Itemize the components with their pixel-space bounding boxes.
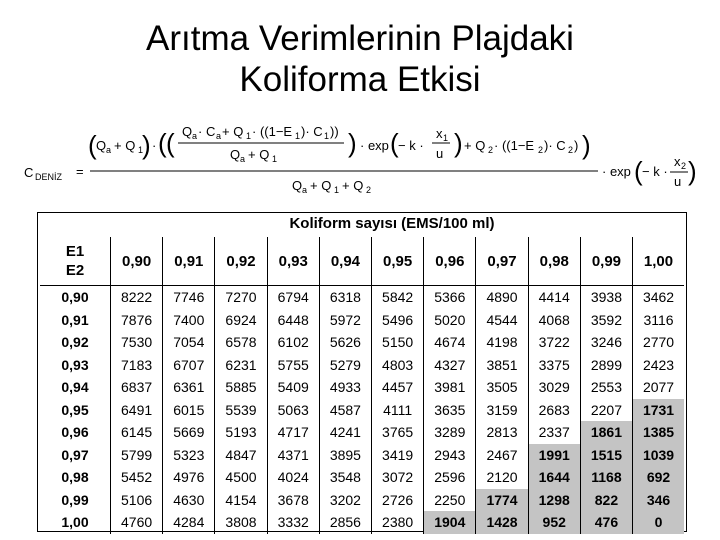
table-cell: 2380 [372, 511, 424, 534]
table-cell: 7054 [163, 331, 215, 354]
svg-text:+ Q: + Q [464, 138, 486, 153]
table-cell: 3072 [372, 466, 424, 489]
svg-text:2: 2 [568, 145, 574, 155]
svg-text:2: 2 [488, 145, 494, 155]
svg-text:)): )) [330, 124, 339, 139]
svg-text:)· C: )· C [301, 124, 323, 139]
table-cell: 1168 [580, 466, 632, 489]
row-label: 0,99 [61, 491, 89, 508]
svg-text:+ Q: + Q [342, 178, 364, 193]
table-cell: 4024 [267, 466, 319, 489]
svg-text:· ((1−E: · ((1−E [252, 124, 293, 139]
svg-text:(: ( [158, 128, 167, 158]
table-body [40, 237, 684, 534]
svg-text:1: 1 [334, 185, 340, 195]
table-cell: 3462 [633, 286, 684, 309]
table-cell: 3722 [528, 331, 580, 354]
table-cell: 4630 [163, 489, 215, 512]
header-col: 0,99 [580, 237, 632, 286]
coliform-table-frame [37, 212, 687, 532]
table-cell: 3029 [528, 376, 580, 399]
table-cell: 1861 [580, 421, 632, 444]
table-cell: 4760 [111, 511, 163, 534]
svg-text:2: 2 [366, 185, 372, 195]
table-cell: 2856 [319, 511, 371, 534]
table-cell: 4890 [476, 286, 528, 309]
table-cell: 2120 [476, 466, 528, 489]
table-cell: 4414 [528, 286, 580, 309]
table-cell: 6145 [111, 421, 163, 444]
table-cell: 6491 [111, 399, 163, 422]
svg-text:): ) [574, 138, 579, 153]
table-cell: 6231 [215, 354, 267, 377]
table-cell: 346 [633, 489, 684, 512]
header-e1: E1 [65, 243, 85, 260]
table-row [40, 286, 684, 309]
svg-text:+ Q: + Q [114, 138, 136, 153]
table-cell: 1385 [633, 421, 684, 444]
table-cell: 5279 [319, 354, 371, 377]
header-col: 0,98 [528, 237, 580, 286]
table-cell: 4284 [163, 511, 215, 534]
table-cell: 4371 [267, 444, 319, 467]
row-label: 0,98 [61, 469, 89, 486]
table-cell: 1731 [633, 399, 684, 422]
table-cell: 5106 [111, 489, 163, 512]
svg-text:): ) [348, 128, 357, 158]
svg-text:1: 1 [295, 131, 301, 141]
table-row [40, 309, 684, 332]
table-cell: 1774 [476, 489, 528, 512]
svg-text:a: a [192, 131, 198, 141]
svg-text:Q: Q [292, 178, 303, 193]
table-cell: 3548 [319, 466, 371, 489]
svg-text:u: u [674, 174, 682, 189]
table-cell: 3765 [372, 421, 424, 444]
svg-text:· exp: · exp [360, 138, 389, 153]
svg-text:x: x [674, 154, 681, 169]
svg-text:(: ( [166, 128, 175, 158]
slide-title [0, 18, 720, 100]
table-cell: 3419 [372, 444, 424, 467]
table-cell: 3938 [580, 286, 632, 309]
table-cell: 1039 [633, 444, 684, 467]
table-cell: 5020 [424, 309, 476, 332]
table-cell: 1991 [528, 444, 580, 467]
header-col: 0,95 [372, 237, 424, 286]
table-cell: 2207 [580, 399, 632, 422]
table-cell: 822 [580, 489, 632, 512]
svg-text:(: ( [634, 156, 643, 186]
svg-text:): ) [582, 130, 591, 160]
svg-text:1: 1 [138, 145, 144, 155]
svg-text:): ) [454, 128, 463, 158]
table-cell: 4111 [372, 399, 424, 422]
table-cell: 0 [633, 511, 684, 534]
table-cell: 4674 [424, 331, 476, 354]
table-cell: 7876 [111, 309, 163, 332]
svg-text:x: x [436, 126, 443, 141]
table-cell: 3375 [528, 354, 580, 377]
table-cell: 3159 [476, 399, 528, 422]
table-cell: 5452 [111, 466, 163, 489]
header-row [40, 237, 684, 286]
header-col: 0,91 [163, 237, 215, 286]
table-cell: 4198 [476, 331, 528, 354]
table-cell: 1428 [476, 511, 528, 534]
svg-text:Q: Q [96, 138, 107, 153]
svg-text:1: 1 [443, 133, 449, 143]
table-cell: 1644 [528, 466, 580, 489]
table-cell: 4500 [215, 466, 267, 489]
header-col: 0,96 [424, 237, 476, 286]
svg-text:(: ( [390, 128, 399, 158]
svg-text:·: · [152, 138, 157, 153]
row-label: 0,91 [61, 311, 89, 328]
svg-text:1: 1 [246, 131, 252, 141]
svg-text:a: a [216, 131, 222, 141]
table-cell: 4717 [267, 421, 319, 444]
table-cell: 5626 [319, 331, 371, 354]
table-cell: 5150 [372, 331, 424, 354]
formula-lhs: C [24, 165, 34, 180]
svg-text:+ Q: + Q [248, 147, 270, 162]
svg-text:): ) [688, 156, 697, 186]
row-label: 0,97 [61, 446, 89, 463]
table-cell: 1904 [424, 511, 476, 534]
table-row [40, 421, 684, 444]
table-cell: 5409 [267, 376, 319, 399]
svg-text:a: a [106, 145, 112, 155]
table-cell: 2943 [424, 444, 476, 467]
row-label: 0,94 [61, 379, 89, 396]
table-cell: 4976 [163, 466, 215, 489]
table-cell: 5063 [267, 399, 319, 422]
formula-equals: = [76, 164, 84, 179]
table-cell: 4327 [424, 354, 476, 377]
formula-image [22, 122, 698, 204]
table-cell: 6924 [215, 309, 267, 332]
coliform-table [40, 237, 684, 534]
table-cell: 4154 [215, 489, 267, 512]
svg-text:− k ·: − k · [642, 164, 668, 179]
header-col: 1,00 [633, 237, 684, 286]
table-cell: 3851 [476, 354, 528, 377]
table-cell: 8222 [111, 286, 163, 309]
table-cell: 692 [633, 466, 684, 489]
table-cell: 2726 [372, 489, 424, 512]
header-e-label [40, 237, 111, 286]
table-cell: 4933 [319, 376, 371, 399]
table-cell: 7400 [163, 309, 215, 332]
table-cell: 5972 [319, 309, 371, 332]
table-cell: 6318 [319, 286, 371, 309]
title-line-2: Koliforma Etkisi [239, 60, 481, 99]
svg-text:2: 2 [538, 145, 544, 155]
table-cell: 2250 [424, 489, 476, 512]
table-row [40, 399, 684, 422]
table-cell: 6015 [163, 399, 215, 422]
table-cell: 6707 [163, 354, 215, 377]
svg-text:): ) [142, 130, 151, 160]
svg-text:+ Q: + Q [310, 178, 332, 193]
table-cell: 6837 [111, 376, 163, 399]
table-cell: 952 [528, 511, 580, 534]
table-cell: 1515 [580, 444, 632, 467]
table-cell: 6361 [163, 376, 215, 399]
header-col: 0,93 [267, 237, 319, 286]
table-cell: 3981 [424, 376, 476, 399]
table-cell: 3246 [580, 331, 632, 354]
header-col: 0,92 [215, 237, 267, 286]
table-row [40, 354, 684, 377]
table-cell: 2813 [476, 421, 528, 444]
svg-text:· ((1−E: · ((1−E [494, 138, 535, 153]
table-cell: 3808 [215, 511, 267, 534]
table-cell: 5669 [163, 421, 215, 444]
table-cell: 3678 [267, 489, 319, 512]
table-cell: 5366 [424, 286, 476, 309]
table-cell: 5496 [372, 309, 424, 332]
table-cell: 2899 [580, 354, 632, 377]
table-cell: 3332 [267, 511, 319, 534]
table-row [40, 511, 684, 534]
svg-text:· exp: · exp [602, 164, 631, 179]
table-cell: 7270 [215, 286, 267, 309]
table-cell: 4587 [319, 399, 371, 422]
table-cell: 2337 [528, 421, 580, 444]
row-label: 0,90 [61, 289, 89, 306]
svg-text:− k ·: − k · [398, 138, 424, 153]
table-cell: 4847 [215, 444, 267, 467]
formula-svg [22, 122, 698, 204]
table-cell: 5193 [215, 421, 267, 444]
table-cell: 5885 [215, 376, 267, 399]
svg-text:u: u [436, 146, 444, 161]
table-cell: 476 [580, 511, 632, 534]
table-cell: 2683 [528, 399, 580, 422]
table-cell: 3289 [424, 421, 476, 444]
table-cell: 3592 [580, 309, 632, 332]
row-label: 1,00 [61, 514, 89, 531]
table-row [40, 331, 684, 354]
header-col: 0,97 [476, 237, 528, 286]
header-col: 0,90 [111, 237, 163, 286]
svg-text:)· C: )· C [544, 138, 566, 153]
row-label: 0,93 [61, 356, 89, 373]
row-label: 0,92 [61, 334, 89, 351]
table-cell: 7183 [111, 354, 163, 377]
svg-text:2: 2 [681, 161, 687, 171]
table-cell: 3505 [476, 376, 528, 399]
table-cell: 5323 [163, 444, 215, 467]
table-cell: 4457 [372, 376, 424, 399]
table-cell: 2077 [633, 376, 684, 399]
table-cell: 2596 [424, 466, 476, 489]
table-cell: 6102 [267, 331, 319, 354]
table-cell: 2553 [580, 376, 632, 399]
table-cell: 3635 [424, 399, 476, 422]
table-cell: 6794 [267, 286, 319, 309]
svg-text:· C: · C [198, 124, 216, 139]
table-caption: Koliform sayısı (EMS/100 ml) [289, 215, 495, 232]
table-cell: 4803 [372, 354, 424, 377]
svg-text:1: 1 [272, 154, 278, 164]
table-cell: 3116 [633, 309, 684, 332]
table-row [40, 466, 684, 489]
table-row [40, 489, 684, 512]
table-cell: 4068 [528, 309, 580, 332]
table-cell: 7746 [163, 286, 215, 309]
table-cell: 4544 [476, 309, 528, 332]
svg-text:a: a [302, 185, 308, 195]
svg-text:a: a [240, 154, 246, 164]
svg-text:Q: Q [230, 147, 241, 162]
table-row [40, 376, 684, 399]
table-cell: 6578 [215, 331, 267, 354]
table-cell: 2770 [633, 331, 684, 354]
table-cell: 2423 [633, 354, 684, 377]
table-cell: 5842 [372, 286, 424, 309]
header-col: 0,94 [319, 237, 371, 286]
title-line-1: Arıtma Verimlerinin Plajdaki [146, 19, 574, 58]
table-cell: 3895 [319, 444, 371, 467]
table-row [40, 444, 684, 467]
table-cell: 5539 [215, 399, 267, 422]
table-cell: 2467 [476, 444, 528, 467]
table-cell: 5799 [111, 444, 163, 467]
formula-lhs-sub: DENİZ [35, 172, 62, 182]
table-cell: 4241 [319, 421, 371, 444]
table-cell: 5755 [267, 354, 319, 377]
row-label: 0,96 [61, 424, 89, 441]
header-e2: E2 [65, 262, 85, 279]
svg-text:+ Q: + Q [222, 124, 244, 139]
svg-text:(: ( [88, 130, 97, 160]
table-cell: 3202 [319, 489, 371, 512]
table-cell: 7530 [111, 331, 163, 354]
svg-text:Q: Q [182, 124, 193, 139]
table-cell: 6448 [267, 309, 319, 332]
svg-text:1: 1 [324, 131, 330, 141]
table-cell: 1298 [528, 489, 580, 512]
row-label: 0,95 [61, 401, 89, 418]
